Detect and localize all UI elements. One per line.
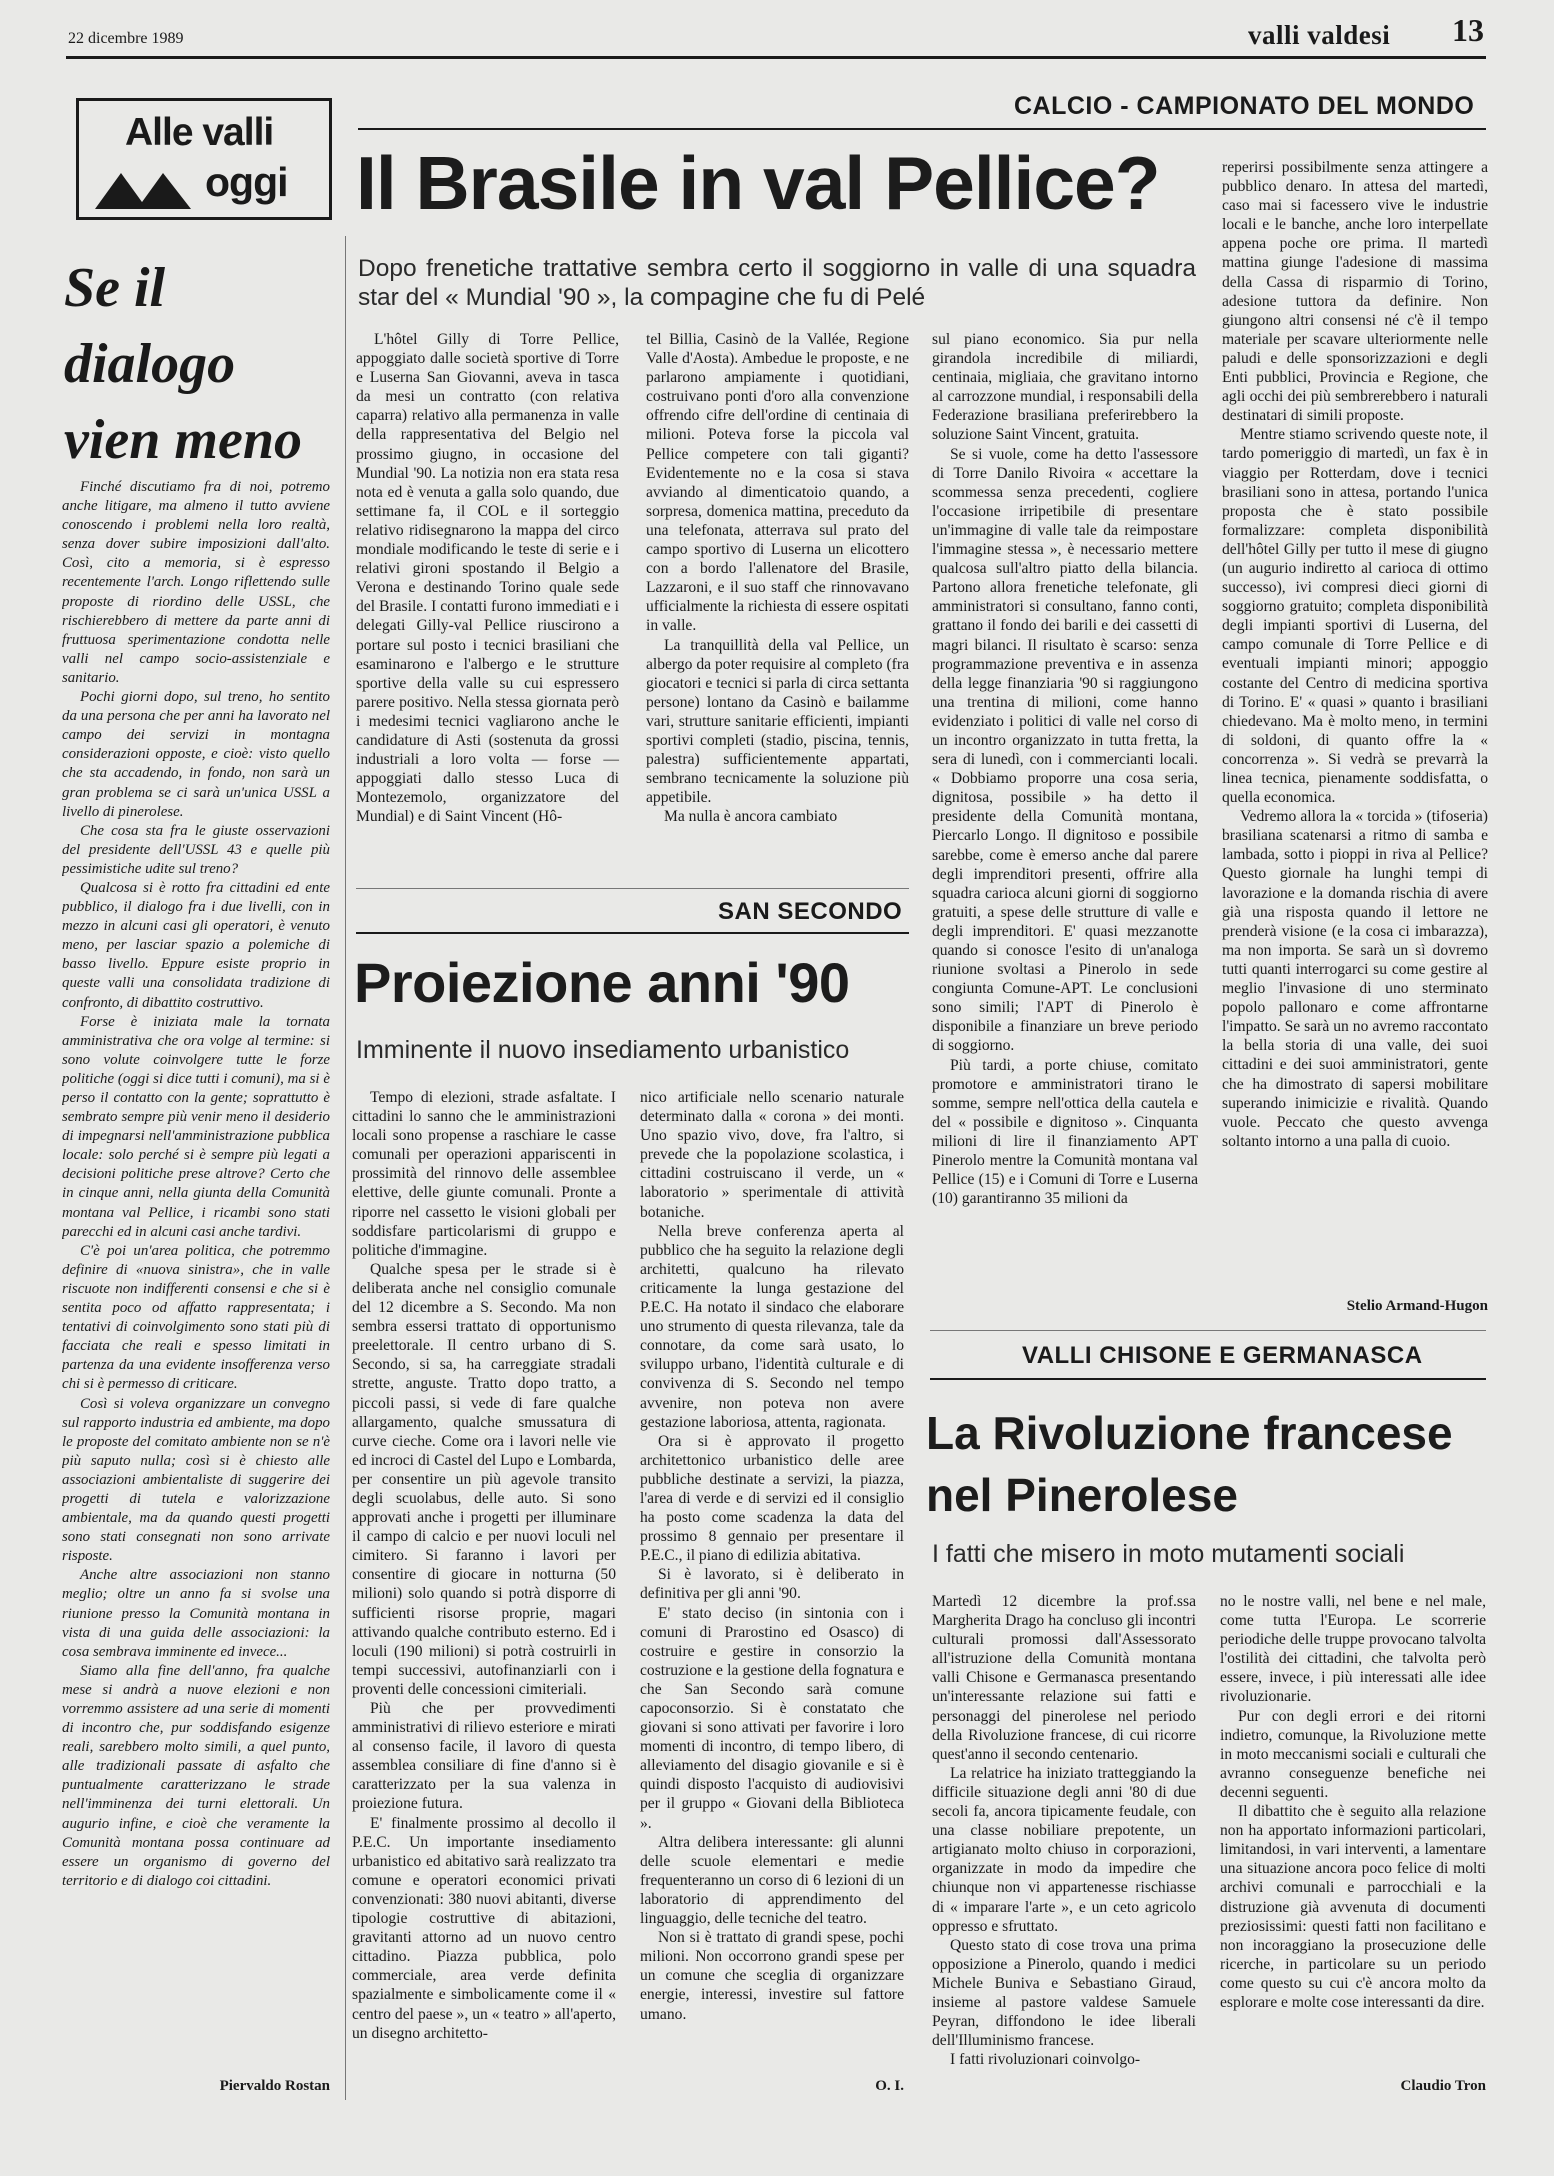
brasile-paragraph: L'hôtel Gilly di Torre Pellice, appoggiato dalle società sportive di Torre e Luserna San Giovanni, aveva in tasca da mesi un contratto (con relativa caparra) relativo alla permanenza in valle della rappresentativa del Belgio nel prossimo giugno, in occasione del Mundial '90. La notizia non era stata resa nota ed è venuta a galla solo quando, due settimane fa, il COL e il sorteggio relativo ridisegnarono la mappa del circo mondiale modificando le teste di serie e i relativi gironi spostando il Belgio a Verona e destinando Torino quale sede del Brasile. I contatti furono immediati e i delegati Gilly-val Pellice riuscirono a portare sul posto i tecnici brasiliani che esaminarono e l'albergo e le strutture sportive della valle su cui espressero parere positivo. Nella stessa giornata però i medesimi tecnici vagliarono anche le candidature di Asti (sostenuta da grossi industriali a loro volta — forse — appoggiati dallo stesso Luca di Montezemolo, organizzatore del Mundial) e di Saint Vincent (Hô- (356, 331, 619, 826)
proiezione-col-2 (640, 1088, 904, 2024)
editorial-body (62, 478, 330, 2078)
brasile-paragraph: sul piano economico. Sia pur nella girandola incredibile di miliardi, centinaia, migliaia, che gravitano intorno al carrozzone mundial, i responsabili della Federazione brasiliana preferirebbero la soluzione Saint Vincent, gratuita. (932, 331, 1198, 444)
proiezione-paragraph: Si è lavorato, si è deliberato in definitiva per gli anni '90. (640, 1566, 904, 1603)
proiezione-paragraph: Non si è trattato di grandi spese, pochi milioni. Non occorrono grandi spese per un comune che sceglia di organizzare energie, interessi, investire sul fattore umano. (640, 1929, 904, 2023)
box-line-2: oggi (205, 159, 288, 205)
rivoluzione-paragraph: no le nostre valli, nel bene e nel male, come tutta l'Europa. Le scorrerie periodiche delle truppe provocano talvolta l'ostilità dei cittadini, che talvolta però essere, invece, i più interessati alle idee rivoluzionarie. (1220, 1593, 1486, 1706)
page-number: 13 (1452, 12, 1484, 48)
rivoluzione-paragraph: I fatti rivoluzionari coinvolgo- (950, 2051, 1141, 2069)
brasile-signature: Stelio Armand-Hugon (1346, 1298, 1488, 1314)
proiezione-col-1 (352, 1088, 616, 2043)
header-date: 22 dicembre 1989 (68, 30, 184, 47)
proiezione-paragraph: Qualche spesa per le strade si è deliberata anche nel consiglio comunale del 12 dicembre a S. Secondo. Ma non sembra essersi trattato di opportunismo preelettorale. Il centro urbano di S. Secondo, si sa, ha carreggiate stradali strette, anguste. Tratto dopo tratto, a piccoli passi, si vede di fare qualche allargamento, qualche smussatura di curve cieche. Come ora i lavori nelle vie ed incroci di Castel del Lupo e Lombarda, per consentire un più agevole transito degli scuolabus, delle auto. Si sono approvati anche i progetti per illuminare il campo di calcio e per nuovi loculi nel cimitero. Si faranno i lavori per consentire di giocare in notturna (50 milioni) solo quando si potrà disporre di sufficienti risorse proprie, magari attivando qualche contributo esterno. Ed i loculi (190 milioni) si potrà costruirli in tempi successivi, autofinanziarli con i proventi delle concessioni cimiteriali. (352, 1260, 616, 1698)
brasile-paragraph: reperirsi possibilmente senza attingere a pubblico denaro. In attesa del martedì, caso mai si facessero vive le industrie locali e le banche, anche loro interpellate appena poche ore prima. Il martedì mattina giunge l'adesione di massima della Cassa di risparmio di Torino, adesione tuttora da definire. Non giungono altri consensi né c'è il tempo materiale per scavare ulteriormente nelle paludi e delle sponsorizzazioni e degli Enti pubblici, Provincia e Regione, che agli occhi dei più sembrerebbero i naturali destinatari di simili proposte. (1222, 159, 1488, 425)
rivoluzione-paragraph: La relatrice ha iniziato tratteggiando la difficile situazione degli anni '80 di due secoli fa, ancora tipicamente feudale, con una classe nobiliare prepotente, un artigianato molto chiuso in corporazioni, organizzate in modo da impedire che chiunque non vi appartenesse rischiasse di « imparare l'arte », e un ceto agricolo oppresso e sfruttato. (932, 1764, 1196, 1935)
proiezione-paragraph: E' finalmente prossimo al decollo il P.E.C. Un importante insediamento urbanistico ed abitativo sarà realizzato tra comune e operatori economici privati convenzionati: 380 nuovi abitanti, diverse tipologie costruttive di abitazioni, gravitanti attorno ad un nuovo centro cittadino. Piazza pubblica, polo commerciale, area verde definita spazialmente e simbolicamente come il « centro del paese », un « teatro » all'aperto, un disegno architetto- (352, 1814, 616, 2042)
rivoluzione-col-1 (932, 1592, 1196, 2069)
proiezione-paragraph: Tempo di elezioni, strade asfaltate. I cittadini lo sanno che le amministrazioni locali sono propense a raschiare le casse comunali per operazioni appariscenti in prossimità del rinnovo delle assemblee elettive, delle giunte comunali. Pronte a riporre nel cassetto le visioni globali per soddisfare particolarismi di gruppo e politiche d'immagine. (352, 1089, 616, 1259)
proiezione-paragraph: Altra delibera interessante: gli alunni delle scuole elementari e medie frequenteranno un corso di 6 lezioni di un laboratorio di apprendimento del linguaggio, delle tecniche del teatro. (640, 1833, 904, 1928)
brasile-col-4 (1222, 158, 1488, 1151)
editorial-signature: Piervaldo Rostan (219, 2078, 330, 2094)
editorial-paragraph: Finché discutiamo fra di noi, potremo anche litigare, ma almeno il tutto avviene conoscendo i problemi nella loro realtà, senza dover subire imposizioni dall'alto. Così, cito a memoria, si è espresso recentemente l'arch. Longo riflettendo sulle proposte di riordino delle USSL, che rischierebbero di mettere da parte anni di fruttuosa sperimentazione condotta nelle valli nel campo socio-assistenziale e sanitario. (62, 479, 330, 686)
brasile-col-3 (932, 330, 1198, 1208)
rivoluzione-kicker: VALLI CHISONE E GERMANASCA (1022, 1342, 1423, 1369)
alle-valli-oggi-box (76, 98, 332, 220)
proiezione-signature: O. I. (875, 2078, 904, 2094)
box-line-1: Alle valli (125, 111, 274, 154)
editorial-title-line-2: dialogo (64, 333, 236, 395)
rivoluzione-paragraph: Pur con degli errori e dei ritorni indietro, comunque, la Rivoluzione mette in moto meccanismi sociali e culturali che avranno conseguenze benefiche nei decenni seguenti. (1220, 1707, 1486, 1801)
proiezione-kicker-rule (356, 932, 909, 934)
brasile-col-1 (356, 330, 619, 826)
header-rule (66, 56, 1486, 59)
brasile-paragraph: Ma nulla è ancora cambiato (664, 808, 838, 826)
brasile-kicker: CALCIO - CAMPIONATO DEL MONDO (1014, 92, 1475, 120)
editorial-paragraph: Anche altre associazioni non stanno meglio; oltre un anno fa si svolse una riunione presso la Comunità montana in vista di una guida delle associazioni: la cosa sembrava imminente ed invece... (62, 1567, 330, 1660)
proiezione-paragraph: E' stato deciso (in sintonia con i comuni di Prarostino ed Osasco) di costruire e gestire in consorzio la costruzione e la gestione della fognatura e che San Secondo sarà comune capoconsorzio. Si è constatato che giovani si sono attivati per favorire i loro momenti di incontro, di tempo libero, di alleviamento del disagio giovanile e si è quindi disposto l'acquisto di audiovisivi per il gruppo « Giovani della Biblioteca ». (640, 1604, 904, 1832)
editorial-paragraph: Forse è iniziata male la tornata amministrativa che ora volge al termine: si sono volute coinvolgere tutte le forze politiche (oggi si dice tutti i comuni), ma si è perso il contatto con la gente; soprattutto è sembrato sempre più venir meno il desiderio di impegnarsi nell'amministrazione pubblica locale: solo perché si è sempre più legati a decisioni politiche prese altrove? Certo che in cinque anni, nella giunta della Comunità montana val Pellice, i ricambi sono stati parecchi ed in alcuni casi anche tardivi. (62, 1013, 330, 1240)
rivoluzione-signature: Claudio Tron (1400, 2078, 1486, 2094)
editorial-paragraph: Pochi giorni dopo, sul treno, ho sentito da una persona che per anni ha lavorato nel campo dei servizi in montagna considerazioni opposte, e cioè: visto quello che sta accadendo, in fondo, non sarà un gran problema se ci sarà un'unica USSL a livello di pinerolese. (62, 689, 330, 820)
brasile-paragraph: La tranquillità della val Pellice, un albergo da poter requisire al completo (fra giocatori e tecnici si parla di circa settanta persone) lontano da Casinò e bailamme vari, strutture sanitarie efficienti, impianti sportivi completi (stadio, piscina, tennis, palestra) sufficientemente appartati, sembrano tecnicamente la soluzione più appetibile. (646, 636, 909, 807)
proiezione-headline: Proiezione anni '90 (354, 951, 850, 1014)
rivoluzione-paragraph: Martedì 12 dicembre la prof.ssa Margherita Drago ha concluso gli incontri culturali promossi dall'Assessorato all'istruzione della Comunità montana valli Chisone e Germanasca presentando un'interessante relazione sui fatti e personaggi del pinerolese nel periodo della Rivoluzione francese, di cui ricorre quest'anno il secondo centenario. (932, 1593, 1196, 1763)
proiezione-deck: Imminente il nuovo insediamento urbanistico (356, 1036, 850, 1064)
left-column-rule (345, 236, 346, 2100)
brasile-paragraph: Se si vuole, come ha detto l'assessore di Torre Danilo Rivoira « accettare la scommessa senza precedenti, cogliere l'occasione irripetibile di presentare un'immagine di valle tale da reimpostare l'immagine stessa », è necessario mettere qualcosa sull'altro piatto della bilancia. Partono allora frenetiche telefonate, gli amministratori si consultano, fanno conti, grattano il fondo dei barili e dei cassetti di magri bilanci. Il risultato è scarso: senza programmazione preventiva e in assenza della legge finanziaria '90 si raggiungono una trentina di milioni, come hanno evidenziato i politici di valle nel corso di un incontro organizzato in tutta fretta, la sera di lunedì, con i commercianti locali. « Dobbiamo proporre una cosa seria, dignitosa, possibile » ha detto il presidente della Comunità montana, Piercarlo Longo. Il dignitoso e possibile sarebbe, come è emerso anche dal parere degli imprenditori presenti, offrire alla squadra carioca alcuni giorni di soggiorno gratuiti, a spese delle strutture di valle e degli imprenditori. E' quasi mezzanotte quando si conosce l'esito di un'analoga riunione svoltasi a Pinerolo in sede congiunta Comune-APT. Le conclusioni sono simili; l'APT di Pinerolo è disponibile a finanziare un breve periodo di soggiorno. (932, 445, 1198, 1055)
rivoluzione-headline (926, 1402, 1453, 1526)
editorial-paragraph: C'è poi un'area politica, che potremmo definire di «nuova sinistra», che in valle riscuote non indifferenti consensi e che si è sentita poco od affatto rappresentata; i tentativi di coinvolgimento sono stati più di facciata che reali e spesso limitati in partenza da una evidente insofferenza verso chi si è permesso di criticare. (62, 1242, 330, 1393)
mountains-icon (95, 169, 195, 209)
editorial-title-line-1: Se il (64, 257, 166, 319)
editorial-paragraph: Siamo alla fine dell'anno, fra qualche mese si andrà a nuove elezioni e non vorremmo assistere ad una serie di momenti di incontro che, pur soddisfando esigenze reali, sarebbero molto simili, a quel punto, alle tradizionali passate di asfalto che puntualmente caratterizzano le strade nell'imminenza dei turni elettorali. Un augurio infine, e cioè che veramente la Comunità montana possa continuare ad essere un organismo di governo del territorio e di dialogo coi cittadini. (62, 1662, 330, 1889)
proiezione-paragraph: Più che per provvedimenti amministrativi di rilievo esteriore e mirati al consenso facile, il lavoro di questa assemblea consiliare di fine d'anno si è caratterizzato per la sua valenza in proiezione futura. (352, 1700, 616, 1813)
editorial-paragraph: Che cosa sta fra le giuste osservazioni del presidente dell'USSL 43 e quelle più pessimistiche udite sul treno? (62, 822, 330, 877)
brasile-kicker-rule (358, 128, 1486, 130)
brasile-col-2 (646, 330, 909, 826)
rivoluzione-kicker-rule (930, 1378, 1486, 1380)
proiezione-paragraph: nico artificiale nello scenario naturale determinato dalla « corona » dei monti. Uno spazio vivo, dove, fra l'altro, si prevede che la popolazione scolastica, i cittadini costruiscano il verde, un « laboratorio » sperimentale di attività botaniche. (640, 1089, 904, 1221)
rivoluzione-paragraph: Il dibattito che è seguito alla relazione non ha apportato informazioni particolari, limitandosi, in vari interventi, a lamentare una situazione ancora poco felice di molti archivi comunali e parrocchiali e la distruzione già avvenuta di documenti preziosissimi: questi fatti non facilitano e non incoraggiano la prosecuzione delle ricerche, in particolare su un periodo come questo su cui c'è ancora molto da esplorare e molte cose interessanti da dire. (1220, 1803, 1486, 2011)
rivoluzione-headline-line-1: La Rivoluzione francese (926, 1407, 1453, 1459)
editorial-paragraph: Così si voleva organizzare un convegno sul rapporto industria ed ambiente, ma dopo le proposte del comitato ambiente non se n'è più saputo nulla; così si è chiesto alle associazioni ambientaliste di suggerire dei progetti di tutela e valorizzazione ambientale, ma da quando questi progetti sono stati consegnati non sono arrivate risposte. (62, 1395, 330, 1565)
brasile-deck: Dopo frenetiche trattative sembra certo il soggiorno in valle di una squadra star del « Mundial '90 », la compagine che fu di Pelé (358, 255, 1196, 311)
brasile-headline: Il Brasile in val Pellice? (356, 141, 1160, 225)
brasile-paragraph: Mentre stiamo scrivendo queste note, il tardo pomeriggio di martedì, un fax è in viaggio per Rotterdam, dove i tecnici brasiliani sono in attesa, portando l'unica proposta che è stato possibile formalizzare: completa disponibilità dell'hôtel Gilly per tutto il mese di giugno (un augurio indiretto al carioca di ottimo successo), ivi compresi dieci giorni di soggiorno gratuito; completa disponibilità degli impianti sportivi di Luserna, del campo comunale di Torre Pellice e di eventuali impianti minori; appoggio costante del Centro di medicina sportiva di Torino. E' « quasi » quanto i brasiliani chiedevano. Ma è molto meno, in termini di soldoni, di quanto offre la « concorrenza ». Si vedrà se prevarrà la linea tecnica, pienamente soddisfatta, o quella economica. (1222, 426, 1488, 807)
rivoluzione-col-2 (1220, 1592, 1486, 2012)
brasile-paragraph: Vedremo allora la « torcida » (tifoseria) brasiliana scatenarsi a ritmo di samba e lambada, sotto i pioppi in riva al Pellice? Questo giornale ha lunghi tempi di lavorazione e la domanda rischia di avere già una risposta quando il lettore ne prenderà visione (e la cosa ci imbarazza), ma non importa. Se sarà un sì dovremo tutti quanti interrogarci su come gestire al meglio l'invasione di uno sterminato popolo pallonaro e come affrontarne l'impatto. Se sarà un no avremo raccontato la bella storia di una valle, dei suoi cittadini e dei suoi amministratori, gente che ha dimostrato di sapersi mobilitare superando inimicizie e rivalità. Quando vuole. Peccato che questo avvenga soltanto intorno a una palla di cuoio. (1222, 808, 1488, 1150)
editorial-title (64, 250, 344, 478)
proiezione-kicker: SAN SECONDO (718, 898, 903, 925)
proiezione-top-rule (356, 888, 909, 889)
masthead: valli valdesi (1248, 20, 1391, 50)
rivoluzione-headline-line-2: nel Pinerolese (926, 1469, 1238, 1521)
brasile-paragraph: tel Billia, Casinò de la Vallée, Regione Valle d'Aosta). Ambedue le proposte, e ne parlarono ampiamente i quotidiani, costruivano ponti d'oro alla convenzione offrendo cifre dell'ordine di centinaia di milioni. Poteva forse la piccola val Pellice competere con tali giganti? Evidentemente no e la cosa si stava avviando al dimenticatoio quando, a sorpresa, domenica mattina, preceduto da una telefonata, atterrava sul prato del campo sportivo di Luserna un elicottero con a bordo l'allenatore del Brasile, Lazzaroni, e il suo staff che rinnovavano ufficialmente la richiesta di essere ospitati in valle. (646, 331, 909, 635)
editorial-paragraph: Qualcosa si è rotto fra cittadini ed ente pubblico, il dialogo fra i due livelli, con in mezzo in alcuni casi gli operatori, è venuto meno, per lasciar spazio a polemiche di basso livello. Eppure esiste proprio in queste valli una consolidata tradizione di confronto, di dibattito costruttivo. (62, 879, 330, 1011)
proiezione-paragraph: Nella breve conferenza aperta al pubblico che ha seguito la relazione degli architetti, qualcuno ha rilevato criticamente la lunga gestazione del P.E.C. Ha notato il sindaco che elaborare uno strumento di questa rilevanza, tale da connotare, da come sarà usato, lo sviluppo urbano, l'identità culturale e di convivenza di S. Secondo nel tempo avvenire, non poteva non avere gestazione laboriosa, attenta, ragionata. (640, 1222, 904, 1431)
rivoluzione-deck: I fatti che misero in moto mutamenti sociali (932, 1540, 1405, 1568)
rivoluzione-top-rule (930, 1330, 1486, 1331)
brasile-paragraph: Più tardi, a porte chiuse, comitato promotore e amministratori tirano le somme, sempre nell'ottica della cautela e del « possibile e dignitoso ». Cinquanta milioni di lire il finanziamento APT Pinerolo mentre la Comunità montana val Pellice (15) e i Comuni di Torre e Luserna (10) garantiranno 35 milioni da (932, 1056, 1198, 1208)
proiezione-paragraph: Ora si è approvato il progetto architettonico urbanistico delle aree pubbliche destinate a servizi, la piazza, l'area di verde e di servizi ed il consiglio ha posto come scadenza la data del prossimo 8 gennaio per presentare il P.E.C., il piano di edilizia abitativa. (640, 1432, 904, 1565)
editorial-title-line-3: vien meno (64, 409, 302, 471)
rivoluzione-paragraph: Questo stato di cose trova una prima opposizione a Pinerolo, quando i medici Michele Buniva e Sebastiano Giraud, insieme al pastore valdese Samuele Peyran, diffondono le idee liberali dell'Illuminismo francese. (932, 1936, 1196, 2050)
